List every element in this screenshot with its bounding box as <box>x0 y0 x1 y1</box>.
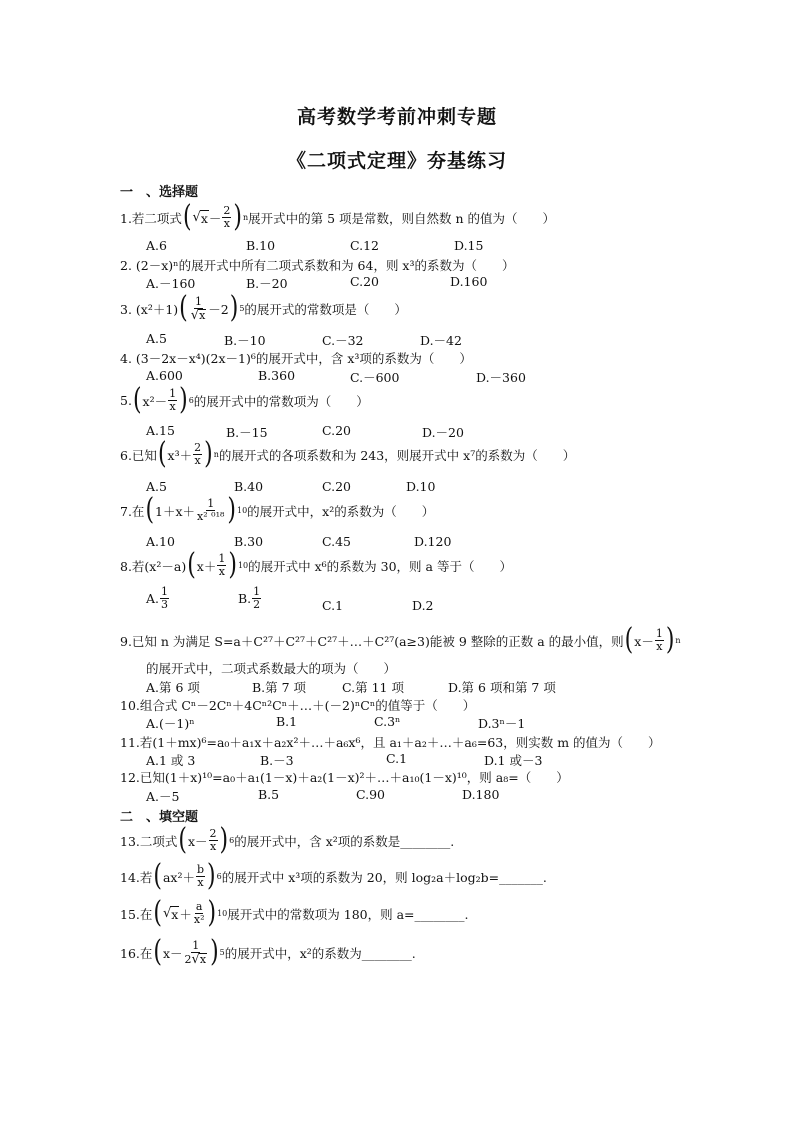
option-a: A.－160 <box>146 276 196 291</box>
q9-term: x－ <box>634 633 654 649</box>
option-c: C.20 <box>322 423 351 438</box>
question-2: 2. (2－x)ⁿ的展开式中所有二项式系数和为 64，则 x³的系数为（ ） <box>120 258 515 273</box>
question-9-line2: 的展开式中，二项式系数最大的项为（ ） <box>146 661 397 676</box>
q7-term: 1＋x＋ <box>155 503 196 519</box>
option-c: C.第 11 项 <box>342 680 404 695</box>
option-d: D.180 <box>462 787 500 802</box>
option-b: B.1 <box>276 714 298 729</box>
option-a: A.第 6 项 <box>146 680 200 695</box>
question-6: 6.已知 ( x³＋ $\frac{2}{x}$ ) n 的展开式的各项系数和为 243，则展开式中 x⁷的系数为（ ） <box>120 436 576 471</box>
q15-prefix: 15.在 <box>120 906 153 922</box>
q1-fraction: $\frac{2}{x}$ <box>223 204 231 230</box>
question-7: 7.在 ( 1＋x＋ $\frac{1}{\text{x² ⁰¹⁸}}$ ) 10 的展开式中，x²的系数为（ ） <box>120 492 435 527</box>
option-c: C.1 <box>322 598 344 613</box>
option-b: B.－15 <box>226 425 268 440</box>
q3-prefix: 3. (x²＋1) <box>120 302 179 317</box>
q16-text: 的展开式中，x²的系数为________. <box>224 946 416 961</box>
question-1: 1.若二项式 ( √ x － $\frac{2}{x}$ ) n 展开式中的第 5 项是常数，则自然数 n 的值为（ ） <box>120 199 556 234</box>
question-16: 16.在 ( x－ $\frac{1}{2√x}$ ) 5 的展开式中，x²的系数为________. <box>120 935 416 970</box>
q7-prefix: 7.在 <box>120 503 145 519</box>
q1-prefix: 1.若二项式 <box>120 210 182 226</box>
option-a: A.1 或 3 <box>146 753 196 768</box>
question-12: 12.已知(1＋x)¹⁰=a₀＋a₁(1－x)＋a₂(1－x)²＋…＋a₁₀(1－x)¹⁰，则 a₈=（ ） <box>120 770 569 785</box>
option-a: A.5 <box>146 479 167 494</box>
question-14: 14.若 ( ax²＋ $\frac{b}{x}$ ) 6 的展开式中 x³项的系数为 20，则 log₂a＋log₂b=_______. <box>120 858 547 893</box>
question-9: 9.已知 n 为满足 S=a＋C²⁷＋C²⁷＋C²⁷＋…＋C²⁷(a≥3)能被 9 整除的正数 a 的最小值，则 ( x－ $\frac{1}{x}$ ) n <box>120 622 681 657</box>
q14-term: ax²＋ <box>162 869 195 885</box>
q14-prefix: 14.若 <box>120 869 153 885</box>
option-a: A.－5 <box>146 789 180 804</box>
option-c: C.－600 <box>350 370 400 385</box>
question-5: 5. ( x²－ $\frac{1}{x}$ ) 6 的展开式中的常数项为（ ） <box>120 382 369 417</box>
q6-prefix: 6.已知 <box>120 447 157 463</box>
option-c: C.3ⁿ <box>374 714 401 729</box>
option-c: C.20 <box>350 274 379 289</box>
question-4: 4. (3－2x－x⁴)(2x－1)⁶的展开式中，含 x³项的系数为（ ） <box>120 351 472 366</box>
q5-fraction: $\frac{1}{x}$ <box>169 387 177 413</box>
question-13: 13.二项式 ( x－ $\frac{2}{x}$ ) 6 的展开式中，含 x²项的系数是________. <box>120 822 455 857</box>
question-3: 3. (x²＋1) ( $\frac{1}{√x}$ －2 ) 5 的展开式的常数项是（ ） <box>120 291 407 326</box>
q15-sqrt: x <box>171 906 179 922</box>
option-c: C.12 <box>350 238 379 253</box>
option-d: D.10 <box>406 479 436 494</box>
option-c: C.－32 <box>322 333 364 348</box>
q15-plus: ＋ <box>179 906 192 922</box>
option-a: A.6 <box>146 238 167 253</box>
title-sub: 《二项式定理》夯基练习 <box>286 150 507 172</box>
q8-term: x＋ <box>196 558 217 574</box>
q13-text: 的展开式中，含 x²项的系数是________. <box>234 833 455 849</box>
q6-term: x³＋ <box>167 447 193 463</box>
option-b: B.30 <box>234 534 264 549</box>
option-c: C.90 <box>356 787 385 802</box>
q7-fraction: $\frac{1}{\text{x² ⁰¹⁸}}$ <box>197 497 225 523</box>
q6-text: 的展开式的各项系数和为 243，则展开式中 x⁷的系数为（ ） <box>218 447 576 463</box>
option-b: B.5 <box>258 787 280 802</box>
q15-fraction: $\frac{a}{\text{x²}}$ <box>193 900 205 926</box>
q3-fraction: $\frac{1}{√x}$ <box>190 295 206 323</box>
q9-fraction: $\frac{1}{x}$ <box>655 627 663 653</box>
q5-term: x²－ <box>142 393 168 409</box>
q5-text: 的展开式中的常数项为（ ） <box>193 393 369 409</box>
q8-fraction: $\frac{1}{x}$ <box>218 552 226 578</box>
q13-prefix: 13.二项式 <box>120 833 178 849</box>
option-b: B.－3 <box>260 753 294 768</box>
option-c: C.1 <box>386 751 408 766</box>
q16-fraction: $\frac{1}{2√x}$ <box>184 939 207 967</box>
option-b: B.360 <box>258 368 296 383</box>
q8-text: 的展开式中 x⁶的系数为 30，则 a 等于（ ） <box>248 558 512 574</box>
option-a: A. $\frac{1}{3}$ <box>146 585 169 611</box>
option-b: B.10 <box>246 238 276 253</box>
option-d: D.2 <box>412 598 434 613</box>
q6-fraction: $\frac{2}{x}$ <box>194 441 202 467</box>
option-b: B.40 <box>234 479 264 494</box>
q9-text: 9.已知 n 为满足 S=a＋C²⁷＋C²⁷＋C²⁷＋…＋C²⁷(a≥3)能被 9 整除的正数 a 的最小值，则 <box>120 633 624 649</box>
option-d: D.－360 <box>476 370 526 385</box>
option-d: D.－42 <box>420 333 462 348</box>
q5-prefix: 5. <box>120 393 132 408</box>
question-10: 10.组合式 Cⁿ－2Cⁿ＋4Cⁿ²Cⁿ＋…＋(－2)ⁿCⁿ的值等于（ ） <box>120 698 476 713</box>
option-a: A.15 <box>146 423 175 438</box>
q8-prefix: 8.若(x²－a) <box>120 558 187 574</box>
q13-term: x－ <box>187 833 208 849</box>
option-b: B. $\frac{1}{2}$ <box>238 585 261 611</box>
option-d: D.1 或－3 <box>484 753 543 768</box>
option-a: A.5 <box>146 331 167 346</box>
q14-fraction: $\frac{b}{x}$ <box>197 863 205 889</box>
option-b: B.第 7 项 <box>252 680 307 695</box>
q13-fraction: $\frac{2}{x}$ <box>209 827 217 853</box>
option-d: D.－20 <box>422 425 464 440</box>
option-b: B.－20 <box>246 276 288 291</box>
option-c: C.20 <box>322 479 351 494</box>
q1-text: 展开式中的第 5 项是常数，则自然数 n 的值为（ ） <box>248 210 556 226</box>
q3-minus: －2 <box>208 302 229 317</box>
q15-text: 展开式中的常数项为 180，则 a=________. <box>227 906 469 922</box>
option-d: D.120 <box>414 534 452 549</box>
section-heading-fill: 二 、填空题 <box>120 810 199 825</box>
q16-term: x－ <box>162 946 183 961</box>
question-15: 15.在 ( √ x ＋ $\frac{a}{\text{x²}}$ ) 10 展开式中的常数项为 180，则 a=________. <box>120 895 469 930</box>
option-b: B.－10 <box>224 333 266 348</box>
option-a: A.(－1)ⁿ <box>146 716 195 731</box>
option-d: D.3ⁿ－1 <box>478 716 526 731</box>
q14-text: 的展开式中 x³项的系数为 20，则 log₂a＋log₂b=_______. <box>221 869 547 885</box>
section-heading-choice: 一 、选择题 <box>120 185 199 200</box>
option-d: D.第 6 项和第 7 项 <box>448 680 556 695</box>
option-d: D.15 <box>454 238 484 253</box>
q1-sqrt: x <box>200 210 208 226</box>
option-a: A.600 <box>146 368 183 383</box>
option-d: D.160 <box>450 274 488 289</box>
title-main: 高考数学考前冲刺专题 <box>296 106 497 128</box>
q1-minus: － <box>208 210 222 226</box>
option-c: C.45 <box>322 534 351 549</box>
q7-text: 的展开式中，x²的系数为（ ） <box>247 503 435 519</box>
q16-prefix: 16.在 <box>120 946 153 961</box>
question-8: 8.若(x²－a) ( x＋ $\frac{1}{x}$ ) 10 的展开式中 x⁶的系数为 30，则 a 等于（ ） <box>120 547 512 582</box>
question-11: 11.若(1＋mx)⁶=a₀＋a₁x＋a₂x²＋…＋a₆x⁶，且 a₁＋a₂＋…＋a₆=63，则实数 m 的值为（ ） <box>120 735 661 750</box>
option-a: A.10 <box>146 534 175 549</box>
q3-text: 的展开式的常数项是（ ） <box>244 302 407 317</box>
